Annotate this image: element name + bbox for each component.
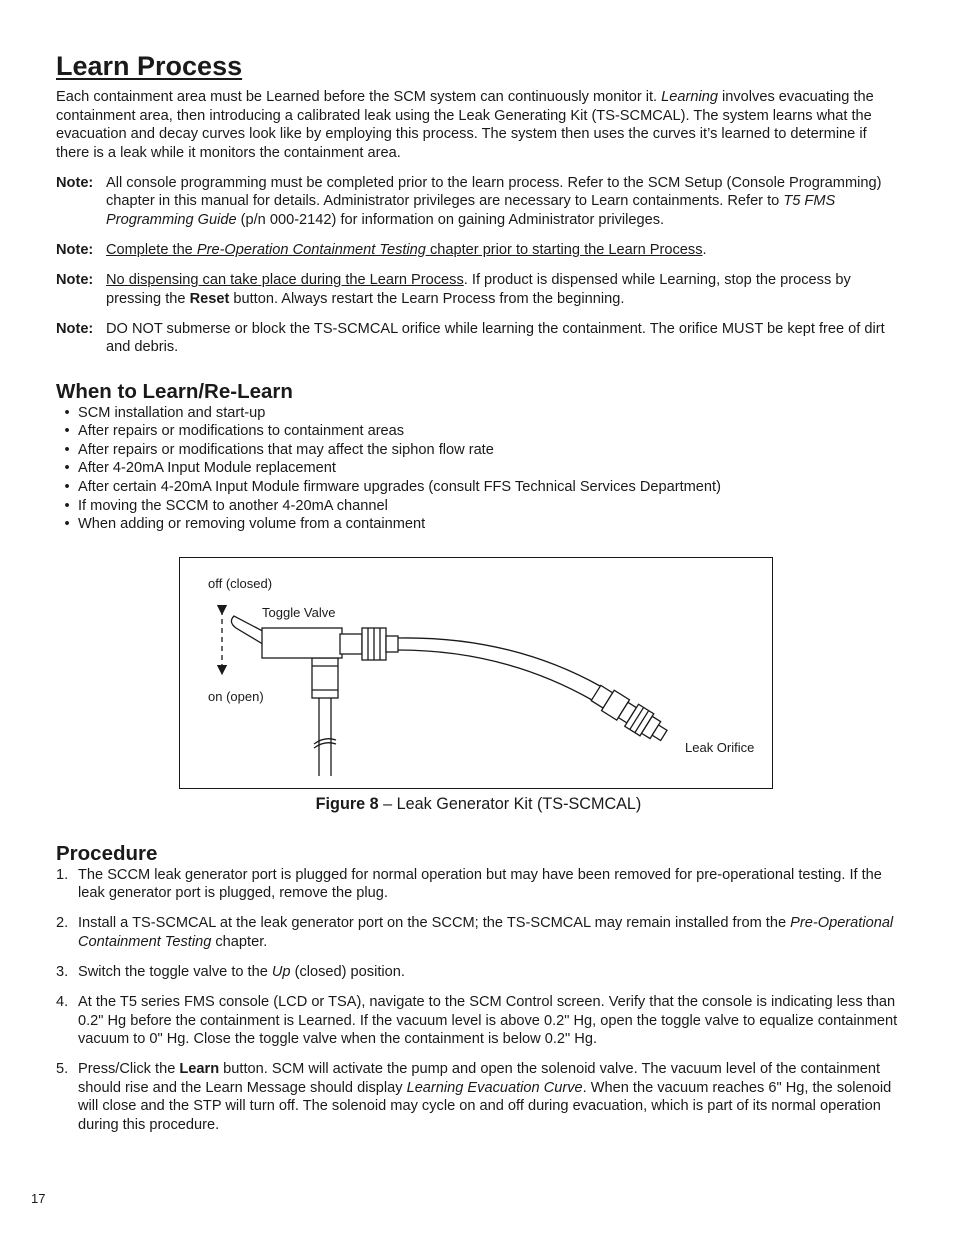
procedure-steps — [56, 866, 901, 1135]
note-label: Note: — [56, 174, 94, 191]
note-label: Note: — [56, 320, 94, 337]
leak-generator-kit-illustration — [180, 558, 774, 790]
note-pre-operation — [56, 241, 901, 260]
note-body: No dispensing can take place during the Learn Process. If product is dispensed while Learning, stop the process by pressing the Reset button. Always restart the Learn Process from the beginning. — [106, 271, 851, 307]
leak-orifice-label: Leak Orifice — [685, 739, 755, 755]
when-to-learn-list — [56, 404, 901, 534]
list-item: • When adding or removing volume from a containment — [64, 516, 426, 533]
list-item: • SCM installation and start-up — [64, 404, 266, 421]
note-label: Note: — [56, 241, 94, 258]
list-item: • After 4-20mA Input Module replacement — [64, 460, 336, 477]
note-orifice — [56, 320, 901, 357]
note-body: DO NOT submerse or block the TS-SCMCAL orifice while learning the containment. The orifice MUST be kept free of dirt and debris. — [106, 320, 885, 356]
list-item: • After repairs or modifications to containment areas — [64, 423, 405, 440]
note-programming — [56, 174, 901, 230]
leak-generator-figure — [179, 557, 773, 789]
document-page — [56, 50, 901, 1135]
procedure-step: 1. The SCCM leak generator port is plugged for normal operation but may have been removed for pre-operational testing. If the leak generator port is plugged, remove the plug. — [56, 866, 882, 902]
note-no-dispensing — [56, 271, 901, 308]
procedure-heading: Procedure — [56, 841, 158, 865]
note-body: All console programming must be completed prior to the learn process. Refer to the SCM Setup (Console Programming) chapter in this manual for details. Administrator privileges are necessary to Learn containments. Refer to T5 FMS Programming Guide (p/n 000-2142) for information on gaining Administrator privileges. — [106, 174, 882, 228]
figure-caption: Figure 8 – Leak Generator Kit (TS-SCMCAL) — [315, 794, 642, 813]
off-closed-label: off (closed) — [208, 575, 273, 591]
toggle-valve-label: Toggle Valve — [262, 604, 336, 620]
procedure-step: 2. Install a TS-SCMCAL at the leak generator port on the SCCM; the TS-SCMCAL may remain installed from the Pre-Operational Containment Testing chapter. — [56, 915, 894, 951]
note-label: Note: — [56, 271, 94, 288]
intro-paragraph: Each containment area must be Learned before the SCM system can continuously monitor it. Learning involves evacuating the containment area, then introducing a calibrated leak using the Leak Generating Kit (TS-SCMCAL). The system learns what the evacuation and decay curves look like by employing this process. The system then uses the curves it’s learned to determine if there is a leak while it monitors the containment area. — [56, 89, 874, 161]
when-to-learn-heading: When to Learn/Re-Learn — [56, 379, 293, 403]
procedure-step: 4. At the T5 series FMS console (LCD or TSA), navigate to the SCM Control screen. Verify that the console is indicating less than 0.2" Hg before the containment is Learned. If the vacuum level is above 0.2" Hg, open the toggle valve to equalize containment vacuum to 0" Hg. Close the toggle valve when the containment is below 0.2" Hg. — [56, 993, 898, 1048]
list-item: • After repairs or modifications that may affect the siphon flow rate — [64, 441, 494, 458]
procedure-step: 5. Press/Click the Learn button. SCM will activate the pump and open the solenoid valve. The vacuum level of the containment should rise and the Learn Message should display Learning Evacuation Curve. When the vacuum reaches 6" Hg, the solenoid will close and the STP will turn off. The solenoid may cycle on and off during evacuation, which is part of its normal operation during this procedure. — [56, 1061, 892, 1133]
procedure-step: 3. Switch the toggle valve to the Up (closed) position. — [56, 964, 405, 980]
page-number: 17 — [31, 1191, 46, 1206]
on-open-label: on (open) — [208, 688, 264, 704]
page-title: Learn Process — [56, 51, 243, 81]
list-item: • After certain 4-20mA Input Module firmware upgrades (consult FFS Technical Services Department) — [64, 479, 721, 496]
list-item: • If moving the SCCM to another 4-20mA channel — [64, 497, 388, 514]
tee-body — [262, 628, 342, 658]
tee-lower-fitting — [312, 658, 338, 698]
note-body: Complete the Pre-Operation Containment Testing chapter prior to starting the Learn Process. — [106, 241, 707, 258]
